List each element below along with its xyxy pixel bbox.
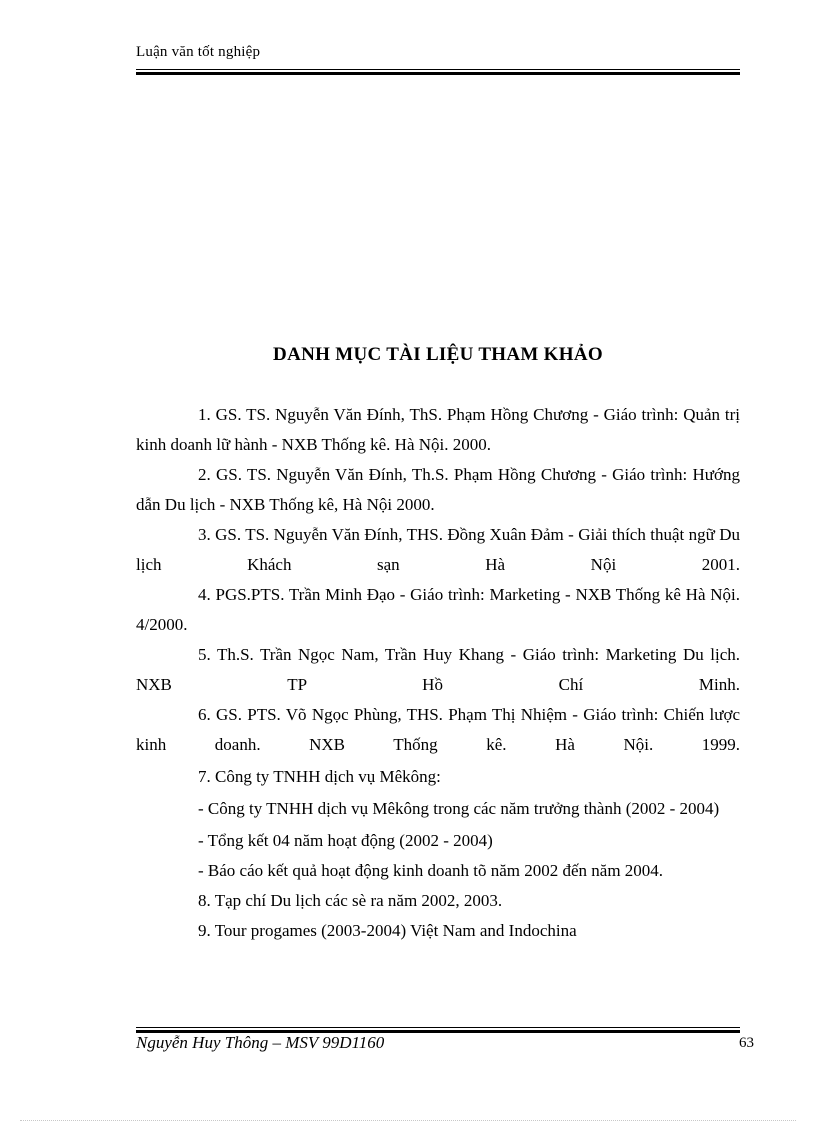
reference-item: 6. GS. PTS. Võ Ngọc Phùng, THS. Phạm Thị Nhiệm - Giáo trình: Chiến lược kinh doanh. NXB Thống kê. Hà Nội. 1999. [136, 705, 740, 754]
reference-item: 4. PGS.PTS. Trần Minh Đạo - Giáo trình: Marketing - NXB Thống kê Hà Nội. 4/2000. [136, 585, 740, 634]
page-number: 63 [739, 1035, 754, 1051]
reference-item: 5. Th.S. Trần Ngọc Nam, Trần Huy Khang - Giáo trình: Marketing Du lịch. NXB TP Hồ Chí Minh. [136, 645, 740, 694]
reference-item: 1. GS. TS. Nguyễn Văn Đính, ThS. Phạm Hồng Chương - Giáo trình: Quản trị kinh doanh lữ hành - NXB Thống kê. Hà Nội. 2000. [136, 405, 740, 454]
reference-item: - Báo cáo kết quả hoạt động kinh doanh tõ năm 2002 đến năm 2004. [198, 861, 664, 880]
page-edge-divider [20, 1120, 796, 1121]
reference-item: 8. Tạp chí Du lịch các sè ra năm 2002, 2003. [198, 891, 503, 910]
reference-list [136, 400, 740, 946]
reference-item: - Công ty TNHH dịch vụ Mêkông trong các năm trưởng thành (2002 - 2004) [198, 799, 720, 818]
reference-item: 2. GS. TS. Nguyễn Văn Đính, Th.S. Phạm Hồng Chương - Giáo trình: Hướng dẫn Du lịch - NXB Thống kê, Hà Nội 2000. [136, 465, 740, 514]
page-title: DANH MỤC TÀI LIỆU THAM KHẢO [273, 344, 603, 365]
running-header: Luận văn tốt nghiệp [136, 44, 261, 60]
header-rule [136, 69, 740, 75]
reference-item: 3. GS. TS. Nguyễn Văn Đính, THS. Đồng Xuân Đảm - Giải thích thuật ngữ Du lịch Khách sạn Hà Nội 2001. [136, 525, 740, 574]
footer-author: Nguyễn Huy Thông – MSV 99D1160 [136, 1033, 385, 1052]
reference-item: 7. Công ty TNHH dịch vụ Mêkông: [198, 767, 441, 786]
reference-item: 9. Tour progames (2003-2004) Việt Nam and Indochina [198, 921, 577, 940]
reference-item: - Tổng kết 04 năm hoạt động (2002 - 2004) [198, 831, 493, 850]
